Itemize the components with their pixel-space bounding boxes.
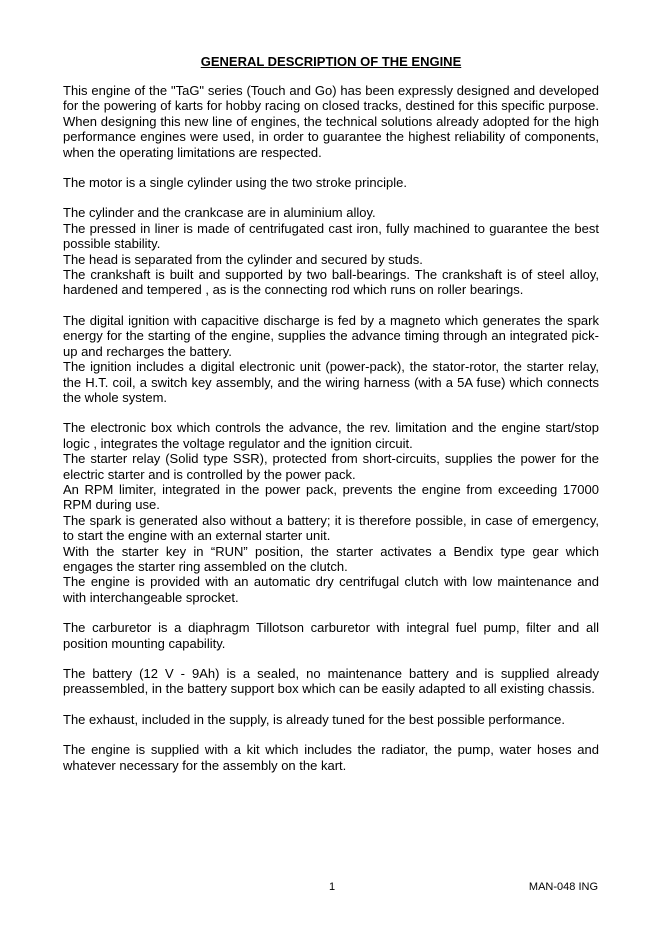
paragraph-line: The pressed in liner is made of centrifugated cast iron, fully machined to guarantee the best possible stability. xyxy=(63,220,599,252)
paragraph-battery xyxy=(63,666,599,697)
paragraph-line: The motor is a single cylinder using the two stroke principle. xyxy=(63,175,407,191)
paragraph-line: The crankshaft is built and supported by two ball-bearings. The crankshaft is of steel alloy, hardened and tempered , as is the connecting rod which runs on roller bearings. xyxy=(63,267,599,298)
document-page xyxy=(63,54,599,788)
paragraph-line: The cylinder and the crankcase are in aluminium alloy. xyxy=(63,205,376,221)
page-title: GENERAL DESCRIPTION OF THE ENGINE xyxy=(200,54,462,69)
paragraph-electronic-box xyxy=(63,420,599,605)
paragraph-line: The ignition includes a digital electronic unit (power-pack), the stator-rotor, the starter relay, the H.T. coil, a switch key assembly, and the wiring harness (with a 5A fuse) which connects the whole system. xyxy=(63,359,599,405)
paragraph-line: An RPM limiter, integrated in the power pack, prevents the engine from exceeding 17000 RPM during use. xyxy=(63,481,599,513)
paragraph-line: The starter relay (Solid type SSR), protected from short-circuits, supplies the power for the electric starter and is controlled by the power pack. xyxy=(63,451,599,482)
paragraph-line: This engine of the "TaG" series (Touch and Go) has been expressly designed and developed for the powering of karts for hobby racing on closed tracks, destined for this specific purpose. When designing this new line of engines, the technical solutions already adopted for the high performance engines were used, in order to guarantee the highest reliability of components, when the operating limitations are respected. xyxy=(63,83,599,160)
paragraph-line: The electronic box which controls the advance, the rev. limitation and the engine start/stop logic , integrates the voltage regulator and the ignition circuit. xyxy=(63,420,599,451)
paragraph-ignition xyxy=(63,313,599,405)
paragraph-exhaust xyxy=(63,712,599,727)
paragraph-two-stroke xyxy=(63,175,599,190)
paragraph-introduction xyxy=(63,83,599,160)
paragraph-line: The battery (12 V - 9Ah) is a sealed, no maintenance battery and is supplied already preassembled, in the battery support box which can be easily adapted to all existing chassis. xyxy=(63,666,599,697)
page-number: 1 xyxy=(328,881,336,893)
paragraph-line: The carburetor is a diaphragm Tillotson carburetor with integral fuel pump, filter and all position mounting capability. xyxy=(63,620,599,651)
paragraph-line: The exhaust, included in the supply, is already tuned for the best possible performance. xyxy=(63,711,565,727)
paragraph-line: The spark is generated also without a battery; it is therefore possible, in case of emergency, to start the engine with an external starter unit. xyxy=(63,512,599,544)
paragraph-line: The head is separated from the cylinder and secured by studs. xyxy=(63,251,423,267)
document-code: MAN-048 ING xyxy=(528,881,598,893)
paragraph-line: The engine is supplied with a kit which includes the radiator, the pump, water hoses and whatever necessary for the assembly on the kart. xyxy=(63,742,599,773)
paragraph-carburetor xyxy=(63,620,599,651)
paragraph-line: The engine is provided with an automatic dry centrifugal clutch with low maintenance and with interchangeable sprocket. xyxy=(63,574,599,605)
paragraph-cylinder-crankcase xyxy=(63,205,599,297)
paragraph-kit xyxy=(63,742,599,773)
paragraph-line: With the starter key in “RUN” position, the starter activates a Bendix type gear which engages the starter ring assembled on the clutch. xyxy=(63,543,599,574)
paragraph-line: The digital ignition with capacitive discharge is fed by a magneto which generates the spark energy for the starting of the engine, supplies the advance timing through an integrated pick-up and recharges the battery. xyxy=(63,312,599,359)
